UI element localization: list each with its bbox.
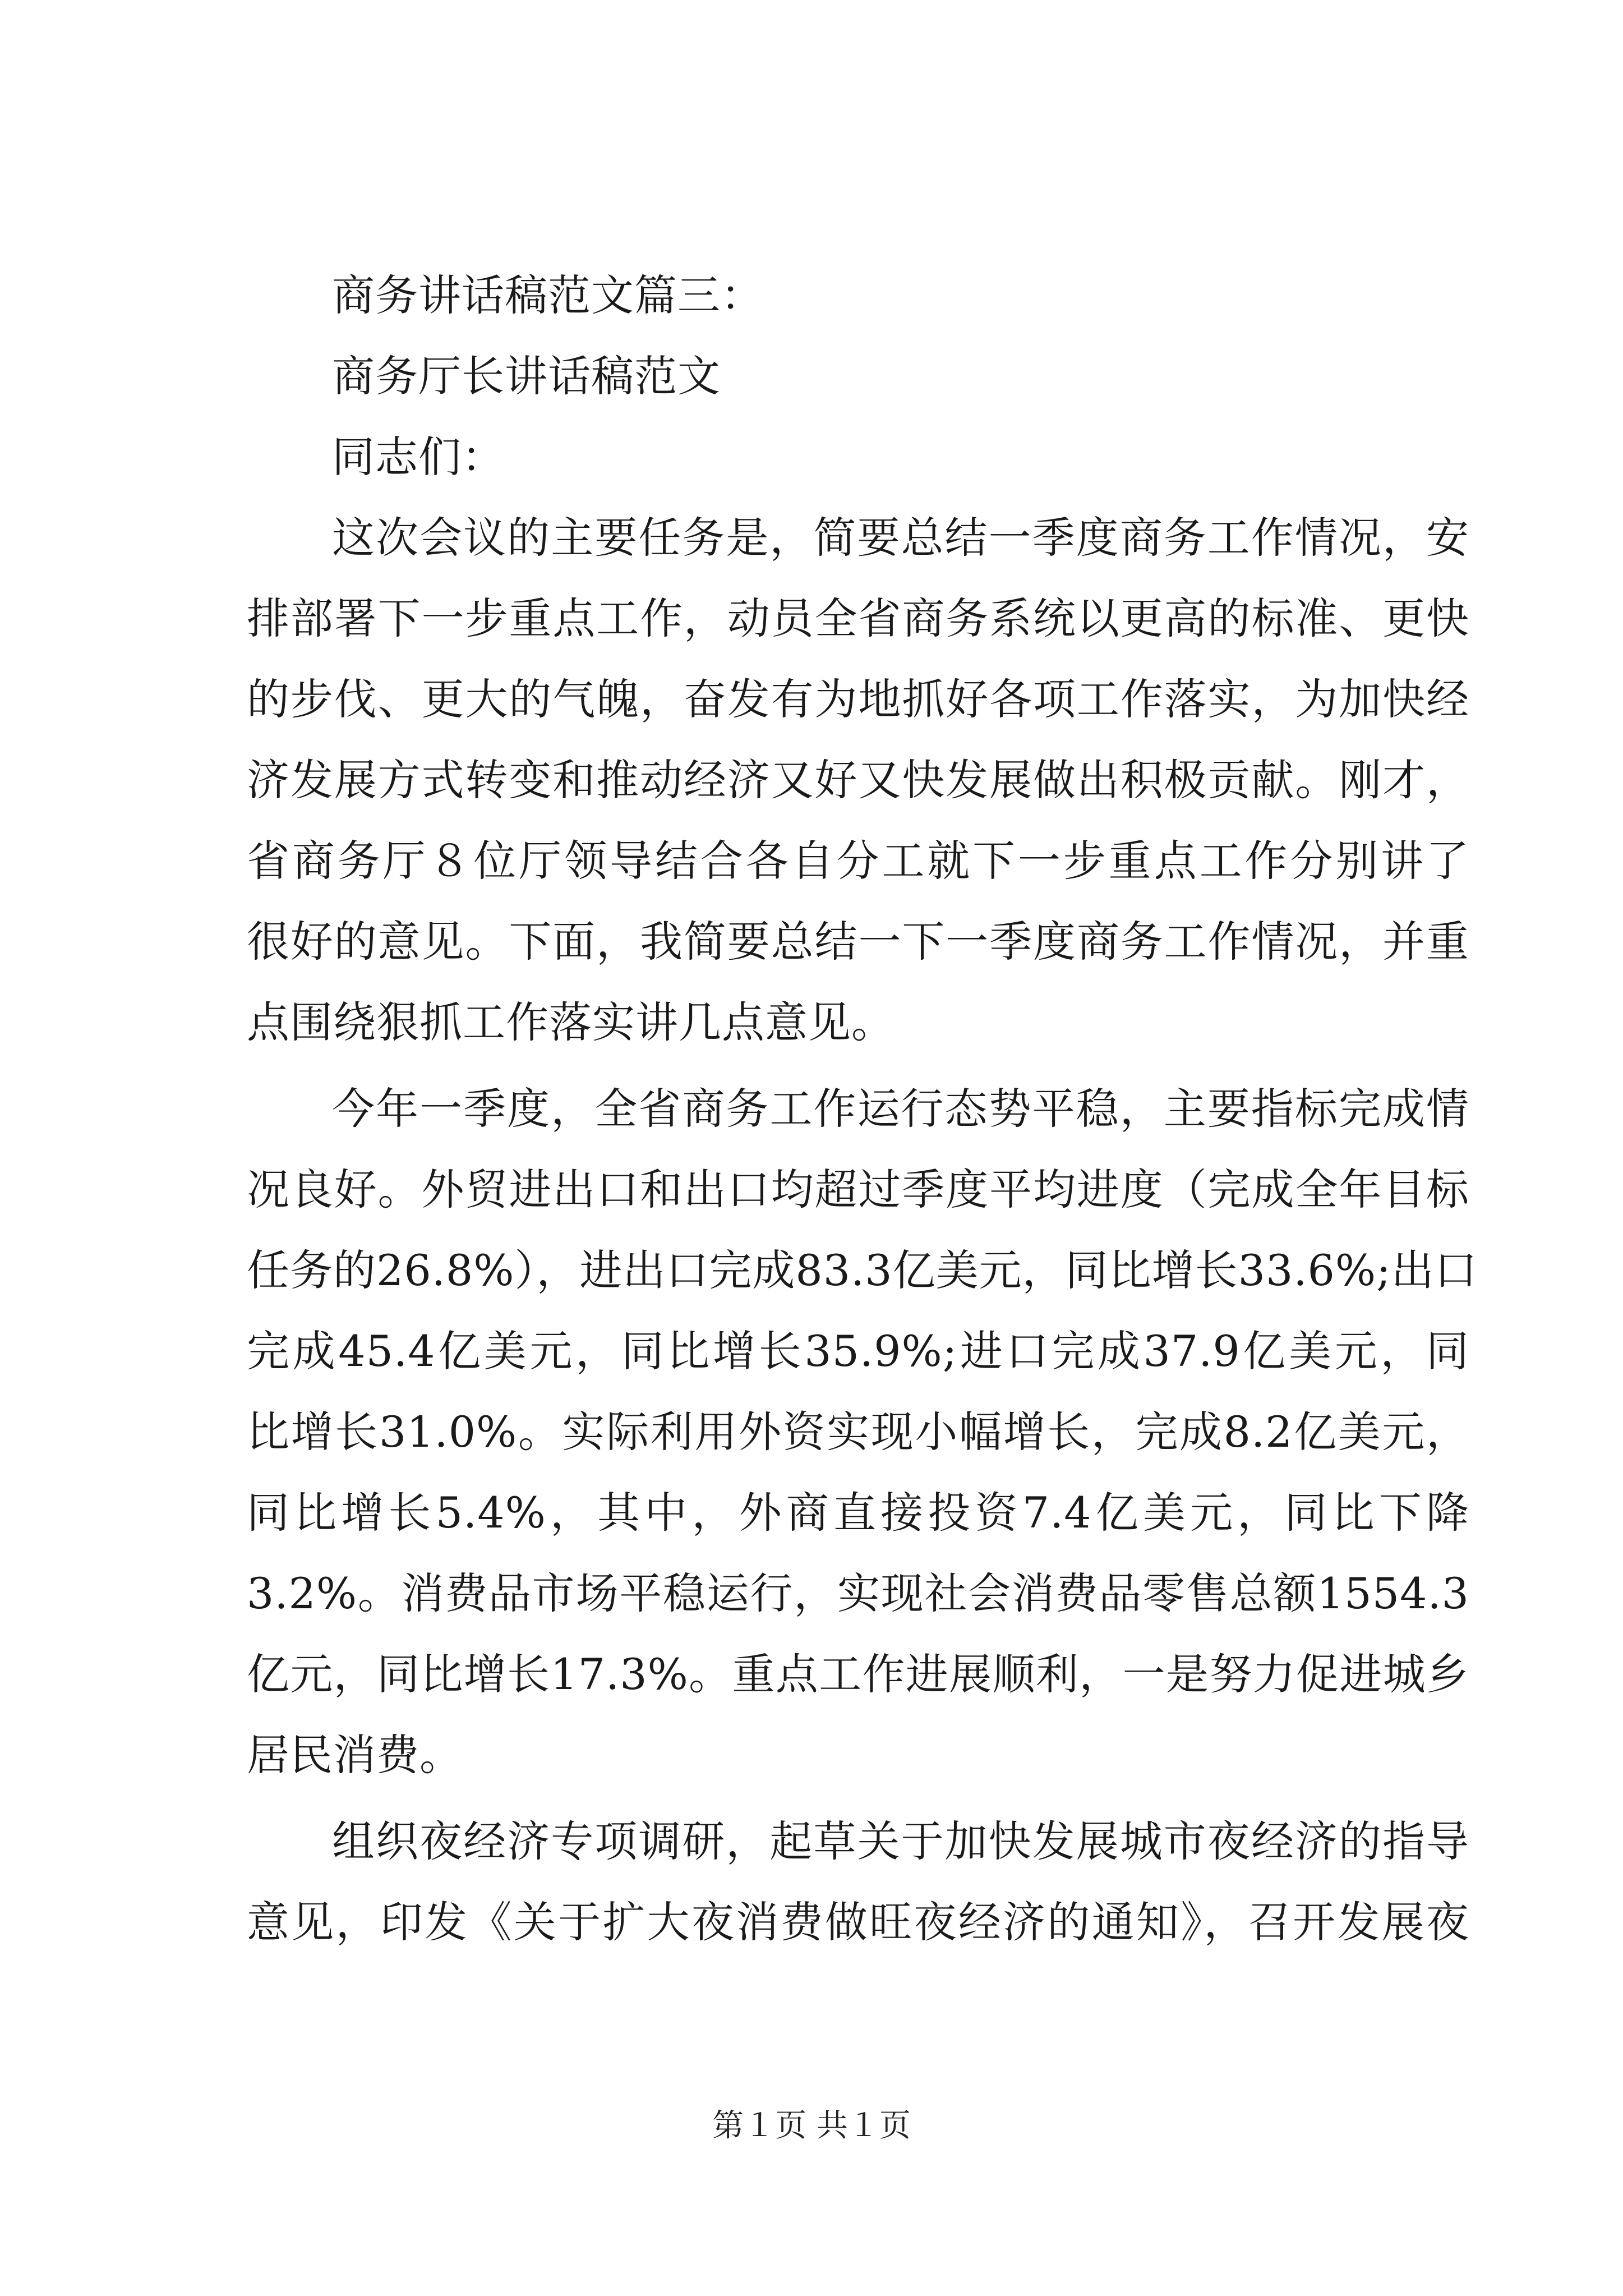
paragraph-line: 居民消费。 xyxy=(247,1730,463,1780)
paragraph-line: 比增长31.0%。实际利用外资实现小幅增长，完成8.2亿美元， xyxy=(247,1407,1469,1457)
section-heading: 商务讲话稿范文篇三： xyxy=(332,270,764,320)
paragraph-line: 点围绕狠抓工作落实讲几点意见。 xyxy=(247,997,895,1047)
paragraph-line: 况良好。外贸进出口和出口均超过季度平均进度（完成全年目标 xyxy=(247,1165,1469,1214)
paragraph-line: 今年一季度，全省商务工作运行态势平稳，主要指标完成情 xyxy=(332,1084,1469,1134)
paragraph-line: 这次会议的主要任务是，简要总结一季度商务工作情况，安 xyxy=(332,513,1469,563)
paragraph-line: 同比增长5.4%，其中，外商直接投资7.4亿美元，同比下降 xyxy=(247,1488,1469,1538)
paragraph-line: 任务的26.8%），进出口完成83.3亿美元，同比增长33.6%;出口 xyxy=(247,1245,1478,1295)
paragraph-line: 的步伐、更大的气魄，奋发有为地抓好各项工作落实，为加快经 xyxy=(247,674,1469,724)
paragraph-line: 济发展方式转变和推动经济又好又快发展做出积极贡献。刚才， xyxy=(247,755,1469,805)
speech-title: 商务厅长讲话稿范文 xyxy=(332,351,721,401)
paragraph-line: 意见，印发《关于扩大夜消费做旺夜经济的通知》，召开发展夜 xyxy=(247,1897,1469,1947)
paragraph-line: 完成45.4亿美元，同比增长35.9%;进口完成37.9亿美元，同 xyxy=(247,1326,1469,1376)
salutation: 同志们： xyxy=(332,432,505,482)
paragraph-first-quarter xyxy=(247,1069,1478,1796)
paragraph-meeting-tasks xyxy=(247,498,1469,1063)
paragraph-line: 很好的意见。下面，我简要总结一下一季度商务工作情况，并重 xyxy=(247,917,1469,967)
paragraph-line: 排部署下一步重点工作，动员全省商务系统以更高的标准、更快 xyxy=(247,593,1469,643)
document-body xyxy=(247,255,1478,1963)
paragraph-line: 省商务厅８位厅领导结合各自分工就下一步重点工作分别讲了 xyxy=(247,836,1469,886)
paragraph-line: 3.2%。消费品市场平稳运行，实现社会消费品零售总额1554.3 xyxy=(247,1568,1469,1618)
page-number-footer: 第１页 共１页 xyxy=(712,2108,911,2144)
paragraph-night-economy xyxy=(247,1801,1469,1963)
paragraph-line: 亿元，同比增长17.3%。重点工作进展顺利，一是努力促进城乡 xyxy=(247,1649,1469,1699)
paragraph-line: 组织夜经济专项调研，起草关于加快发展城市夜经济的指导 xyxy=(332,1816,1469,1866)
